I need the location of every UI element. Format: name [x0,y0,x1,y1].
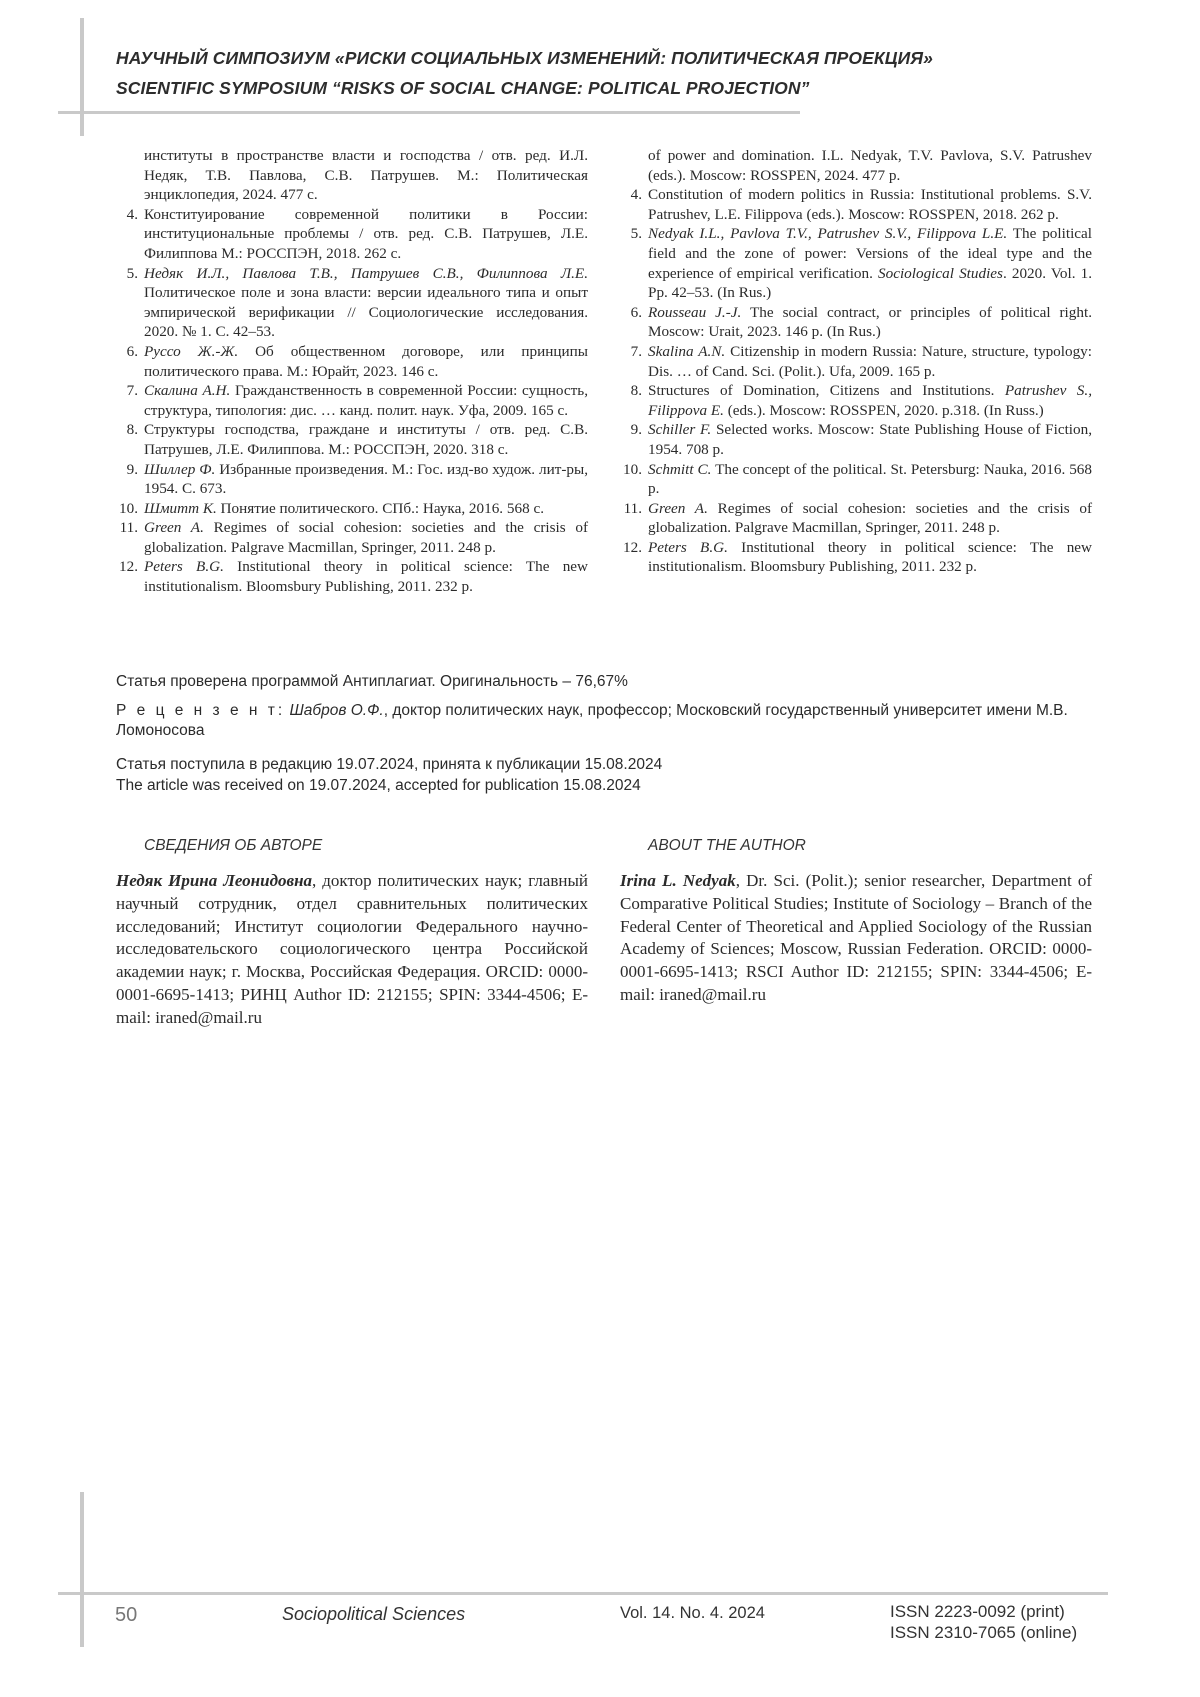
header-title-en: SCIENTIFIC SYMPOSIUM “RISKS OF SOCIAL CHANGE: POLITICAL PROJECTION” [116,78,809,99]
reference-text [648,303,1092,342]
reference-number: 5. [116,264,144,342]
reference-tail: . 2020. Vol. 1. Pp. 42–53. (In Rus.) [648,265,1092,302]
issn-print: ISSN 2223-0092 (print) [890,1601,1077,1622]
author-section-title-ru: СВЕДЕНИЯ ОБ АВТОРЕ [144,837,322,855]
reference-authors: Rousseau J.-J. [648,304,741,321]
reference-item [620,185,1092,224]
reference-authors: Шмитт К. [144,500,217,517]
reference-text [144,499,588,519]
reference-number: 10. [620,460,648,499]
reference-authors: Шиллер Ф. [144,461,215,478]
author-name-ru: Недяк Ирина Леонидовна [116,871,312,890]
reference-text [648,185,1092,224]
issn-online: ISSN 2310-7065 (online) [890,1622,1077,1643]
reference-body: Institutional theory in political science: The new institutionalism. Bloomsbury Publishing, 2011. 232 p. [144,558,588,595]
reference-number: 8. [116,420,144,459]
reference-number: 12. [620,538,648,577]
reference-number: 10. [116,499,144,519]
reference-item [620,224,1092,302]
reference-authors: Nedyak I.L., Pavlova T.V., Patrushev S.V., Filippova L.E. [648,225,1007,242]
reference-list [116,205,588,597]
reference-body: Structures of Domination, Citizens and Institutions. [648,382,1005,399]
reference-text [144,557,588,596]
reviewer-label: Р е ц е н з е н т: [116,702,285,719]
received-note-en: The article was received on 19.07.2024, accepted for publication 15.08.2024 [116,776,1096,796]
reference-tail: (eds.). Moscow: ROSSPEN, 2020. p.318. (In Russ.) [724,402,1044,419]
reference-body: Citizenship in modern Russia: Nature, structure, typology: Dis. … of Cand. Sci. (Polit.). Ufa, 2009. 165 p. [648,343,1092,380]
reference-text [648,460,1092,499]
issn-block [890,1601,1077,1643]
reference-authors: Peters B.G. [144,558,224,575]
reference-journal: Sociological Studies [878,265,1003,282]
reference-number: 7. [116,381,144,420]
reference-item [116,205,588,264]
reference-item [116,264,588,342]
plagiarism-note: Статья проверена программой Антиплагиат. Оригинальность – 76,67% [116,672,1096,692]
reference-item [116,518,588,557]
reviewer-note [116,701,1096,741]
header-title-ru: НАУЧНЫЙ СИМПОЗИУМ «РИСКИ СОЦИАЛЬНЫХ ИЗМЕНЕНИЙ: ПОЛИТИЧЕСКАЯ ПРОЕКЦИЯ» [116,48,933,69]
reference-authors: Green A. [144,519,204,536]
header-horizontal-rule [58,111,800,114]
reference-text [648,499,1092,538]
reference-text [144,342,588,381]
reference-text [144,420,588,459]
reference-body: Понятие политического. СПб.: Наука, 2016. 568 с. [217,500,544,517]
footer-horizontal-rule [58,1592,1108,1595]
reference-item [116,381,588,420]
author-name-en: Irina L. Nedyak [620,871,736,890]
reference-number: 9. [620,420,648,459]
reference-number: 4. [116,205,144,264]
volume-info: Vol. 14. No. 4. 2024 [620,1604,765,1623]
reference-number: 6. [116,342,144,381]
reference-editors: Patrushev S., Filippova E. [648,382,1092,419]
reference-number: 6. [620,303,648,342]
author-info-en [620,870,1092,1007]
author-details-ru: , доктор политических наук; главный научный сотрудник, отдел сравнительных политических исследований; Институт социологии Федерального научно-исследовательского социологического центра Российской академии наук; г. Москва, Российская Федерация. ORCID: 0000-0001-6695-1413; РИНЦ Author ID: 212155; SPIN: 3344-4506; E-mail: iraned@mail.ru [116,871,588,1027]
reference-list [620,185,1092,577]
author-info-ru [116,870,588,1030]
reference-item [620,342,1092,381]
page-number: 50 [115,1604,137,1627]
reference-continuation: институты в пространстве власти и господства / отв. ред. И.Л. Недяк, Т.В. Павлова, С.В. Патрушев. М.: Политическая энциклопедия, 2024. 477 с. [116,146,588,205]
reference-item [620,460,1092,499]
reference-body: Selected works. Moscow: State Publishing House of Fiction, 1954. 708 p. [648,421,1092,458]
reference-body: Institutional theory in political science: The new institutionalism. Bloomsbury Publishing, 2011. 232 p. [648,539,1092,576]
reference-authors: Руссо Ж.-Ж. [144,343,238,360]
reference-body: The social contract, or principles of political right. Moscow: Urait, 2023. 146 p. (In Rus.) [648,304,1092,341]
reference-authors: Skalina A.N. [648,343,725,360]
reference-number: 9. [116,460,144,499]
journal-name: Sociopolitical Sciences [282,1604,465,1625]
reference-body: Constitution of modern politics in Russia: Institutional problems. S.V. Patrushev, L.E. Filippova (eds.). Moscow: ROSSPEN, 2018. 262 p. [648,186,1092,223]
reference-number: 8. [620,381,648,420]
reference-item [116,460,588,499]
author-section-title-en: ABOUT THE AUTHOR [648,837,806,855]
reference-text [648,538,1092,577]
author-details-en: , Dr. Sci. (Polit.); senior researcher, Department of Comparative Political Studies; Institute of Sociology – Branch of the Federal Center of Theoretical and Applied Sociology of the Russian Academy of Sciences; Moscow, Russian Federation. ORCID: 0000-0001-6695-1413; RSCI Author ID: 212155; SPIN: 3344-4506; E-mail: iraned@mail.ru [620,871,1092,1004]
reference-body: Об общественном договоре, или принципы политического права. М.: Юрайт, 2023. 146 с. [144,343,588,380]
reference-item [620,499,1092,538]
reference-number: 11. [116,518,144,557]
reference-authors: Peters B.G. [648,539,728,556]
reference-body: The concept of the political. St. Petersburg: Nauka, 2016. 568 p. [648,461,1092,498]
reference-text [648,420,1092,459]
reference-body: Гражданственность в современной России: сущность, структура, типология: дис. … канд. полит. наук. Уфа, 2009. 165 с. [144,382,588,419]
reference-text [144,264,588,342]
reference-text [144,518,588,557]
reference-item [620,420,1092,459]
reference-body: The political field and the zone of power: Versions of the ideal type and the experience of empirical verification. [648,225,1092,281]
reference-text [648,224,1092,302]
reference-item [116,499,588,519]
reference-authors: Скалина А.Н. [144,382,230,399]
reference-body: Политическое поле и зона власти: версии идеального типа и опыт эмпирической верификации // Социологические исследования. 2020. № 1. С. 42–53. [144,284,588,340]
reviewer-details: , доктор политических наук, профессор; Московский государственный университет имени М.В. Ломоносова [116,702,1068,739]
reference-body: Regimes of social cohesion: societies and the crisis of globalization. Palgrave Macmillan, Springer, 2011. 248 p. [144,519,588,556]
reference-authors: Schmitt C. [648,461,711,478]
reference-number: 5. [620,224,648,302]
reference-item [620,303,1092,342]
footer-vertical-rule [80,1492,84,1647]
references-ru [116,146,588,597]
reference-item [116,557,588,596]
references-en [620,146,1092,577]
reference-number: 12. [116,557,144,596]
reference-continuation: of power and domination. I.L. Nedyak, T.V. Pavlova, S.V. Patrushev (eds.). Moscow: ROSSPEN, 2024. 477 p. [620,146,1092,185]
reference-body: Структуры господства, граждане и институты / отв. ред. С.В. Патрушев, Л.Е. Филиппова. М.: РОССПЭН, 2020. 318 с. [144,421,588,458]
reference-text [144,460,588,499]
reference-body: Избранные произведения. М.: Гос. изд-во худож. лит-ры, 1954. С. 673. [144,461,588,498]
reference-text [648,381,1092,420]
received-note-ru: Статья поступила в редакцию 19.07.2024, принята к публикации 15.08.2024 [116,755,1096,775]
reference-authors: Green A. [648,500,708,517]
reviewer-name: Шабров О.Ф. [289,702,383,719]
reference-authors: Schiller F. [648,421,711,438]
reference-item [620,381,1092,420]
reference-number: 7. [620,342,648,381]
reference-text [648,342,1092,381]
reference-item [116,420,588,459]
reference-text [144,205,588,264]
reference-body: Regimes of social cohesion: societies and the crisis of globalization. Palgrave Macmillan, Springer, 2011. 248 p. [648,500,1092,537]
reference-item [620,538,1092,577]
reference-number: 4. [620,185,648,224]
header-vertical-rule [80,18,84,136]
reference-number: 11. [620,499,648,538]
reference-item [116,342,588,381]
reference-authors: Недяк И.Л., Павлова Т.В., Патрушев С.В., Филиппова Л.Е. [144,265,588,282]
reference-body: Конституирование современной политики в России: институциональные проблемы / отв. ред. С.В. Патрушев, Л.Е. Филиппова М.: РОССПЭН, 2018. 262 с. [144,206,588,262]
reference-text [144,381,588,420]
